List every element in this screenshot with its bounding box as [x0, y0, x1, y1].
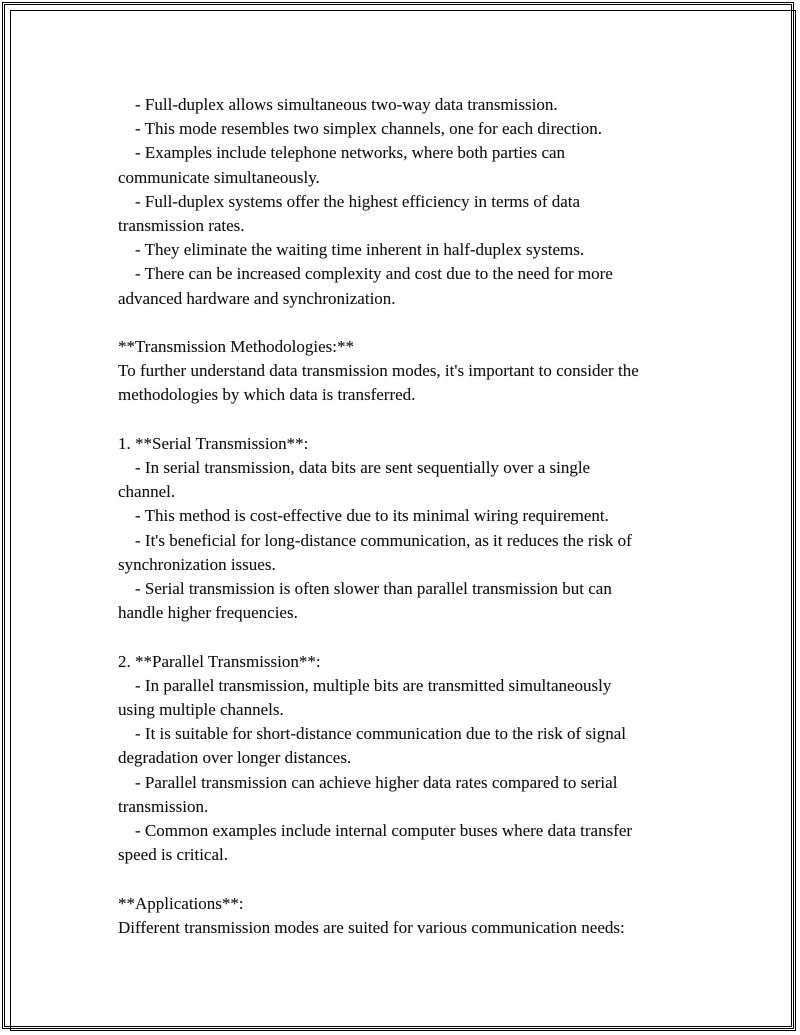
text-line: - Full-duplex systems offer the highest efficiency in terms of data	[118, 191, 581, 211]
text-line: - This mode resembles two simplex channels, one for each direction.	[118, 119, 603, 139]
paragraph-full-duplex	[118, 93, 698, 311]
text-line: - It is suitable for short-distance communication due to the risk of signal	[118, 724, 626, 744]
text-line: - Serial transmission is often slower than parallel transmission but can	[118, 579, 612, 599]
paragraph-spacer	[118, 408, 698, 432]
text-line: using multiple channels.	[118, 700, 284, 720]
paragraph-spacer	[118, 867, 698, 891]
paragraph-transmission-methodologies	[118, 335, 698, 408]
paragraph-parallel-transmission	[118, 650, 698, 868]
text-line: - In serial transmission, data bits are sent sequentially over a single	[118, 458, 591, 478]
text-line: - Full-duplex allows simultaneous two-way data transmission.	[118, 95, 558, 114]
text-line: channel.	[118, 482, 176, 502]
text-line: handle higher frequencies.	[118, 603, 298, 623]
paragraph-serial-transmission	[118, 432, 698, 626]
text-line: transmission.	[118, 796, 209, 816]
text-line: - This method is cost-effective due to its minimal wiring requirement.	[118, 506, 609, 526]
text-line: - Common examples include internal computer buses where data transfer	[118, 821, 633, 841]
paragraph-applications	[118, 892, 698, 940]
text-line: Different transmission modes are suited for various communication needs:	[118, 917, 625, 937]
text-line: - There can be increased complexity and cost due to the need for more	[118, 264, 613, 284]
paragraph-spacer	[118, 625, 698, 649]
text-line: - Examples include telephone networks, where both parties can	[118, 143, 566, 163]
text-line: methodologies by which data is transferred.	[118, 385, 416, 405]
text-line: communicate simultaneously.	[118, 167, 320, 187]
text-line: To further understand data transmission modes, it's important to consider the	[118, 361, 639, 381]
text-line: speed is critical.	[118, 845, 228, 865]
section-heading: 2. **Parallel Transmission**:	[118, 651, 321, 671]
paragraph-spacer	[118, 311, 698, 335]
text-line: advanced hardware and synchronization.	[118, 288, 396, 308]
section-heading: **Transmission Methodologies:**	[118, 337, 354, 357]
section-heading: **Applications**:	[118, 893, 244, 913]
text-line: - They eliminate the waiting time inherent in half-duplex systems.	[118, 240, 585, 260]
text-line: transmission rates.	[118, 216, 245, 236]
text-line: - In parallel transmission, multiple bits are transmitted simultaneously	[118, 675, 612, 695]
text-line: synchronization issues.	[118, 554, 276, 574]
document-body	[118, 93, 698, 940]
text-line: - It's beneficial for long-distance communication, as it reduces the risk of	[118, 530, 632, 550]
text-line: - Parallel transmission can achieve higher data rates compared to serial	[118, 772, 618, 792]
text-line: degradation over longer distances.	[118, 748, 352, 768]
section-heading: 1. **Serial Transmission**:	[118, 433, 309, 453]
